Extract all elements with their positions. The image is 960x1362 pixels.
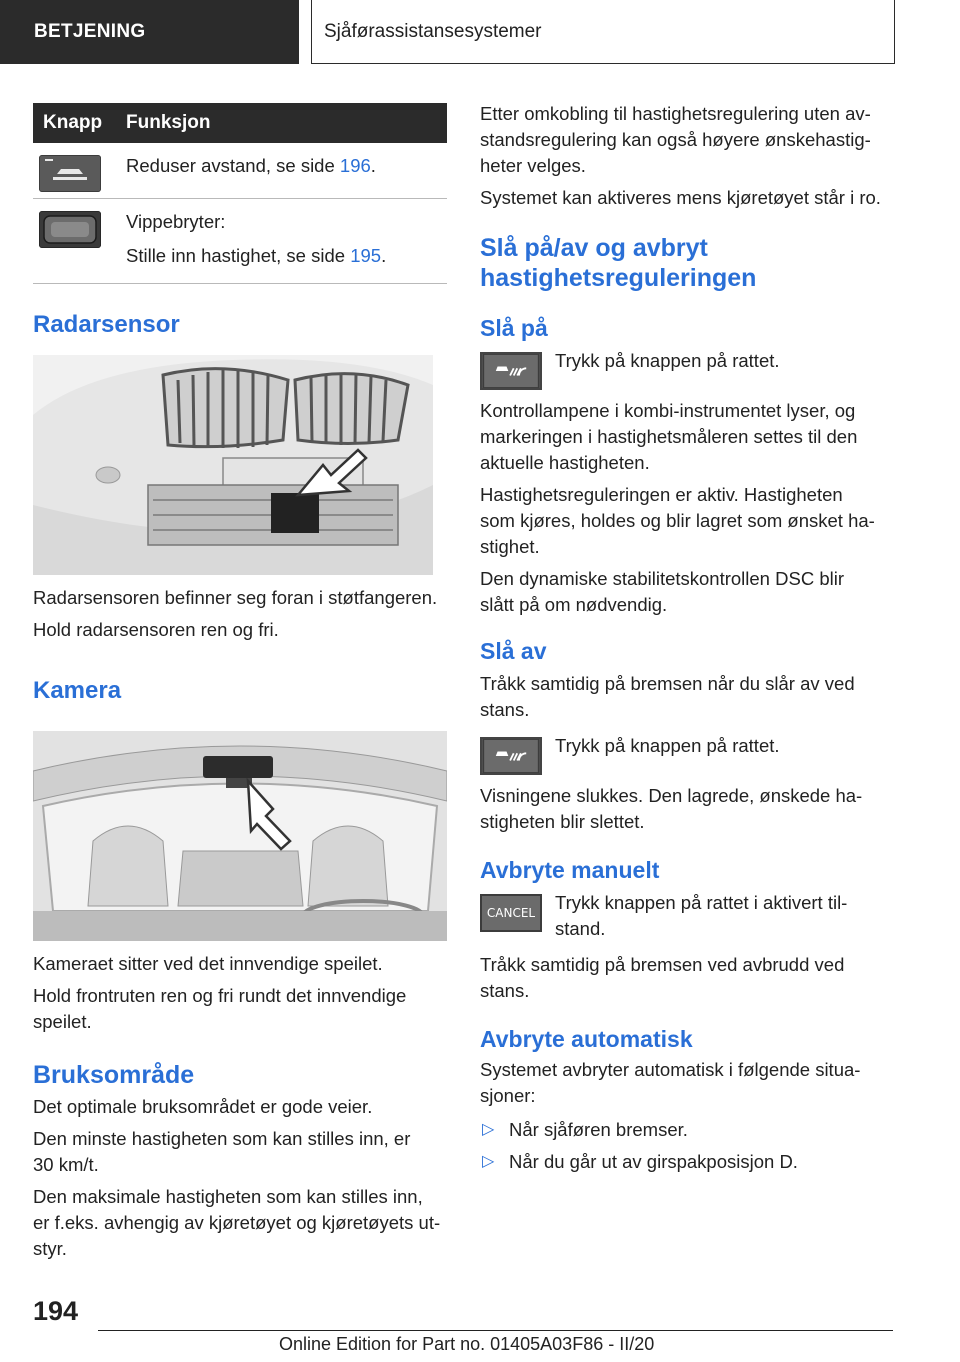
camera-image [33,731,447,941]
chapter-title: Sjåførassistansesystemer [311,0,895,64]
off-step-text: Trykk på knappen på rattet. [555,735,780,756]
list-item: ▷ Når du går ut av girspakposisjon D. [480,1149,920,1175]
col-header-function: Funksjon [126,103,447,143]
intro-text-c: heter velges. [480,155,586,176]
on-text-1b: markeringen i hastighetsmåleren settes til den [480,426,858,447]
camera-text-1: Kameraet sitter ved det innvendige speilet. [33,953,383,974]
off-text-2a: Visningene slukkes. Den lagrede, ønskede ha- [480,785,863,806]
intro-text-2: Systemet kan aktiveres mens kjøretøyet står i ro. [480,187,881,208]
manual-text-1a: Tråkk samtidig på bremsen ved avbrudd ved [480,954,845,975]
manual-text-1b: stans. [480,980,530,1001]
triangle-bullet-icon: ▷ [482,1121,495,1138]
on-text-3a: Den dynamiske stabilitetskontrollen DSC blir [480,568,844,589]
cruise-control-button-icon [480,352,542,390]
manual-step [480,890,920,946]
manual-heading: Avbryte manuelt [480,857,660,883]
intro-text-a: Etter omkobling til hastighetsregulering uten av- [480,103,871,124]
list-item: ▷ Når sjåføren bremser. [480,1117,920,1143]
right-column [480,101,920,1175]
cancel-button-icon: CANCEL [480,894,542,932]
on-text-1c: aktuelle hastigheten. [480,452,650,473]
page-header [0,0,960,66]
page-number: 194 [33,1296,79,1326]
distance-button-icon [39,155,101,192]
camera-text-2b: speilet. [33,1011,92,1032]
off-heading: Slå av [480,638,547,664]
auto-text-1a: Systemet avbryter automatisk i følgende situa- [480,1059,861,1080]
row-text: Vippebryter: [126,211,226,232]
range-text-3c: styr. [33,1238,67,1259]
camera-heading: Kamera [33,677,122,704]
off-step [480,733,920,779]
on-text-1a: Kontrollampene i kombi-instrumentet lyser, og [480,400,856,421]
manual-step-text-a: Trykk knappen på rattet i aktivert til- [555,892,848,913]
on-text-2c: stighet. [480,536,540,557]
kidney-grille-right [295,373,408,445]
auto-text-1b: sjoner: [480,1085,536,1106]
page-link-195[interactable]: 195 [350,245,382,266]
rocker-switch-icon [39,211,101,248]
radar-sensor-image [33,355,433,575]
off-text-1b: stans. [480,699,530,720]
table-row: Vippebryter: Stille inn hastighet, se side 195. [33,199,447,284]
table-row: Reduser avstand, se side 196. [33,143,447,199]
intro-text-b: standsregulering kan også høyere ønskehastig- [480,129,871,150]
triangle-bullet-icon: ▷ [482,1153,495,1170]
range-text-3b: er f.eks. avhengig av kjøretøyet og kjøretøyets ut- [33,1212,441,1233]
off-text-1a: Tråkk samtidig på bremsen når du slår av ved [480,673,855,694]
on-step-text: Trykk på knappen på rattet. [555,350,780,371]
on-text-3b: slått på om nødvendig. [480,594,668,615]
section-tab: BETJENING [0,0,299,64]
manual-step-text-b: stand. [555,918,606,939]
main-heading-a: Slå på/av og avbryt [480,234,708,262]
range-text-2b: 30 km/t. [33,1154,99,1175]
page-link-196[interactable]: 196 [339,155,371,176]
range-heading: Bruksområde [33,1061,195,1089]
on-step [480,348,920,394]
on-heading: Slå på [480,315,548,341]
on-text-2a: Hastighetsreguleringen er aktiv. Hastigheten [480,484,843,505]
button-function-table [33,103,447,284]
range-text-2a: Den minste hastigheten som kan stilles inn, er [33,1128,411,1149]
range-text-3a: Den maksimale hastigheten som kan stilles inn, [33,1186,423,1207]
camera-text-2a: Hold frontruten ren og fri rundt det innvendige [33,985,407,1006]
off-text-2b: stigheten blir slettet. [480,811,645,832]
col-header-button: Knapp [33,103,126,143]
radar-text-1: Radarsensoren befinner seg foran i støtfangeren. [33,587,438,608]
on-text-2b: som kjøres, holdes og blir lagret som ønsket ha- [480,510,875,531]
auto-heading: Avbryte automatisk [480,1026,693,1052]
kidney-grille-left [163,369,288,448]
cruise-control-button-icon [480,737,542,775]
table-header [33,103,447,143]
edition-footer: Online Edition for Part no. 01405A03F86 - II/20 [279,1334,655,1354]
range-text-1: Det optimale bruksområdet er gode veier. [33,1096,373,1117]
row-text: Reduser avstand, se side [126,155,340,176]
left-column [33,103,447,1262]
radar-heading: Radarsensor [33,311,180,338]
main-heading-b: hastighetsreguleringen [480,264,757,292]
radar-text-2: Hold radarsensoren ren og fri. [33,619,279,640]
